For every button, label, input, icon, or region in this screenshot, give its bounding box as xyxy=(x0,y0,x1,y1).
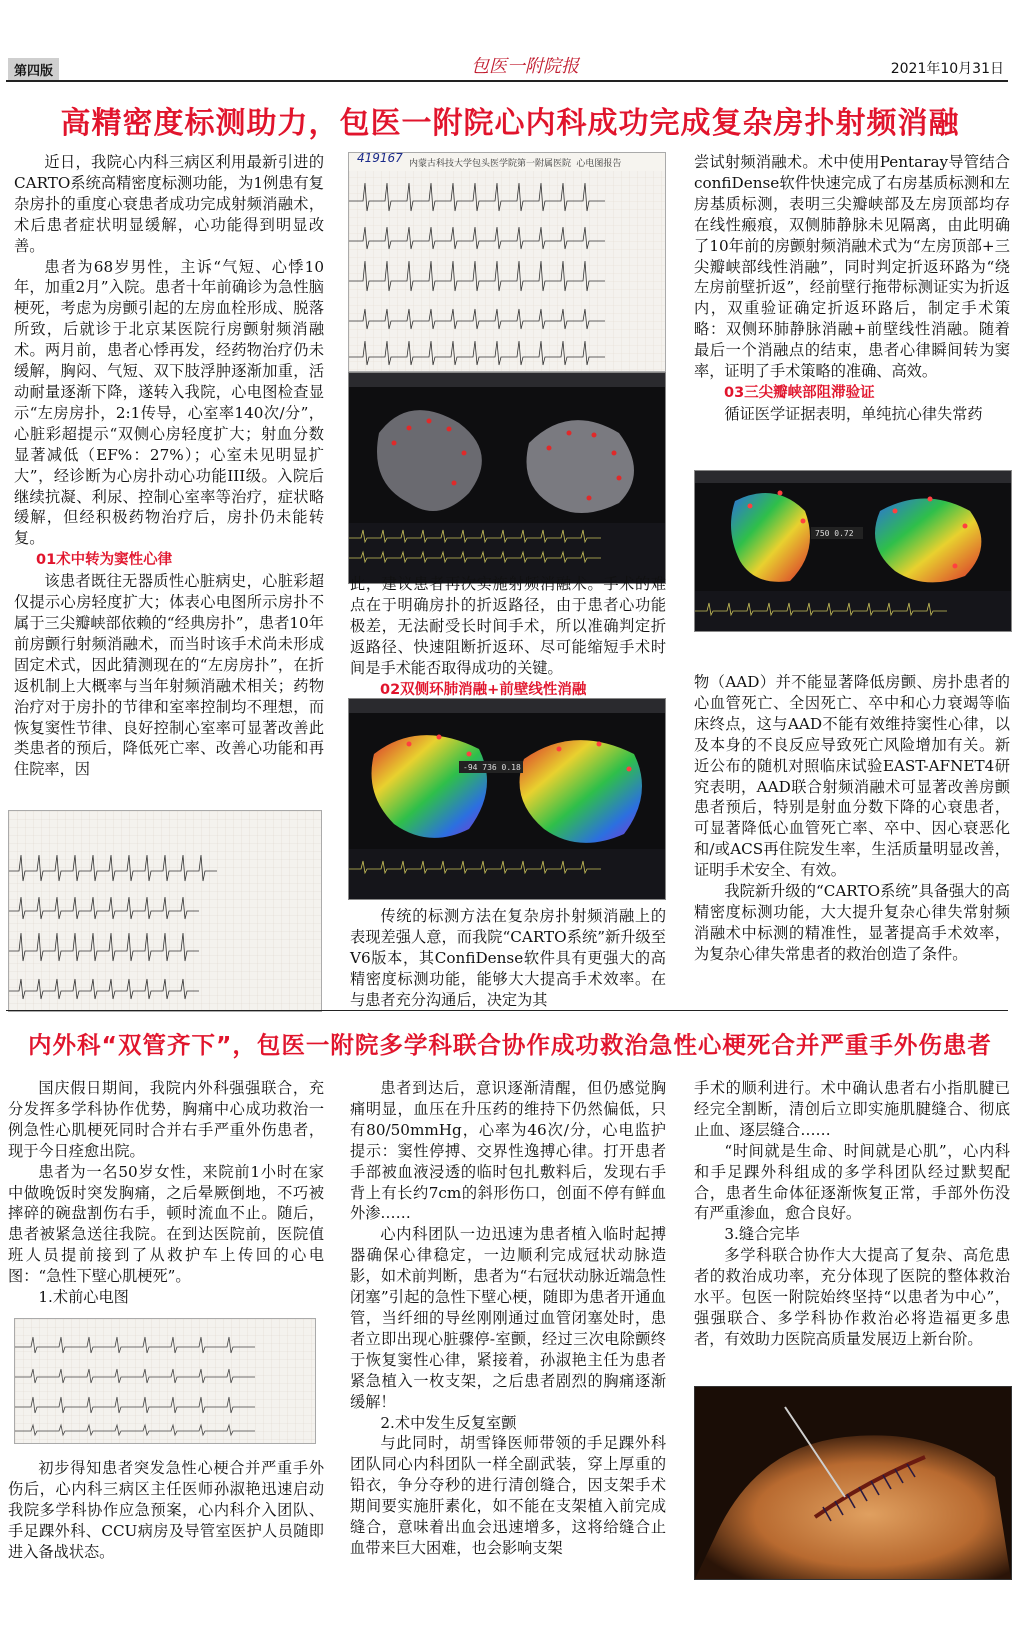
carto-map-graphic-1 xyxy=(349,373,665,583)
article2-col1 xyxy=(8,1078,324,1308)
paragraph: 国庆假日期间，我院内外科强强联合，充分发挥多学科协作优势，胸痛中心成功救治一例急性心肌梗死同时合并右手严重外伤患者，现于今日痊愈出院。 xyxy=(8,1079,324,1160)
article1-headline: 高精密度标测助力，包医一附院心内科成功完成复杂房扑射频消融 xyxy=(60,106,960,141)
sutured-hand-photo xyxy=(694,1386,1012,1580)
article1-col2 xyxy=(350,574,666,701)
paragraph: 此，建议患者再次实施射频消融术。手术的难点在于明确房扑的折返路径，由于患者心功能极差，无法耐受长时间手术，所以准确判定折返路径、快速阻断折返环、尽可能缩短手术时间是手术能否取得成功的关键。 xyxy=(350,575,666,677)
paragraph: 近日，我院心内科三病区利用最新引进的CARTO系统高精密度标测功能，为1例患有复杂房扑的重度心衰患者成功完成射频消融术，术后患者症状明显缓解，心功能得到明显改善。 xyxy=(14,153,324,255)
ecg-image-2 xyxy=(14,1318,316,1444)
masthead-rule xyxy=(6,80,1008,82)
article-divider xyxy=(6,1010,1008,1011)
article2-headline: 内外科“双管齐下”，包医一附院多学科联合协作成功救治急性心梗死合并严重手外伤患者 xyxy=(28,1031,992,1059)
ecg-trace-graphic xyxy=(9,811,321,1011)
paragraph: 传统的标测方法在复杂房扑射频消融上的表现差强人意，而我院“CARTO系统”新升级至V6版本，其ConfiDense软件具有更强大的高精密度标测功能，能够大大提高手术效率。在与患者充分沟通后，决定为其 xyxy=(350,907,666,1009)
paragraph: 心内科团队一边迅速为患者植入临时起搏器确保心律稳定，一边顺利完成冠状动脉造影，如术前判断，患者为“右冠状动脉近端急性闭塞”引起的急性下壁心梗，随即为患者开通血管，当纤细的导丝刚刚通过血管闭塞处时，患者立即出现心脏骤停-室颤，经过三次电除颤终于恢复窦性心律，紧接着，孙淑艳主任为患者紧急植入一枚支架，之后患者剧烈的胸痛逐渐缓解！ xyxy=(350,1225,666,1411)
paragraph: 我院新升级的“CARTO系统”具备强大的高精密度标测功能，大大提升复杂心律失常射频消融术中标测的精准性，显著提高手术效率，为复杂心律失常患者的救治创造了条件。 xyxy=(694,882,1010,963)
ecg-report-title: 内蒙古科技大学包头医学院第一附属医院 心电图报告 xyxy=(409,159,622,169)
paragraph: 尝试射频消融术。术中使用Pentaray导管结合confiDense软件快速完成了右房基质标测和左房基质标测，表明三尖瓣峡部及左房顶部均存在线性瘢痕，双侧肺静脉未见隔离，由此明确了10年前的房颤射频消融术式为“左房顶部+三尖瓣峡部线性消融”，同时判定折返环路为“绕左房前壁折返”，经前壁行拖带标测证实为折返内，双重验证确定折返环路后，制定手术策略：双侧环肺静脉消融+前壁线性消融。随着最后一个消融点的结束，患者心律瞬间转为窦率，证明了手术策略的准确、高效。 xyxy=(694,153,1010,381)
paragraph: 循证医学证据表明，单纯抗心律失常药 xyxy=(724,404,983,423)
paragraph: 患者到达后，意识逐渐清醒，但仍感觉胸痛明显，血压在升压药的维持下仍然偏低，只有80/50mmHg，心率为46次/分，心电监护提示：窦性停搏、交界性逸搏心律。打开患者手部被血液浸透的临时包扎敷料后，发现右手背上有长约7cm的斜形伤口，创面不停有鲜血外渗…… xyxy=(350,1079,666,1223)
issue-date: 2021年10月31日 xyxy=(890,61,1004,77)
article1-col1 xyxy=(14,152,324,780)
article2-col2 xyxy=(350,1078,666,1559)
article2-col1b xyxy=(8,1458,324,1563)
subheading-1: 01术中转为窦性心律 xyxy=(36,552,173,569)
paragraph: 患者为68岁男性，主诉“气短、心悸10年，加重2月”入院。患者十年前确诊为急性脑梗死，考虑为房颤引起的左房血栓形成、脱落所致，后就诊于北京某医院行房颤射频消融术。两月前，患者心悸再发，经药物治疗仍未缓解，胸闷、气短、双下肢浮肿逐渐加重，活动耐量逐渐下降，遂转入我院，心电图检查显示“左房房扑，2:1传导，心室率140次/分”，心脏彩超提示“双侧心房轻度扩大；射血分数显著减低（EF%：27%）；心室未见明显扩大”，经诊断为心房扑动心功能III级。入院后继续抗凝、利尿、控制心室率等治疗，症状略缓解，但经积极药物治疗后，房扑仍未能转复。 xyxy=(14,257,324,548)
carto-map-image-1 xyxy=(348,372,666,584)
caption-suture: 3.缝合完毕 xyxy=(724,1225,800,1244)
paragraph: 该患者既往无器质性心脏病史，心脏彩超仅提示心房轻度扩大；体表心电图所示房扑不属于三尖瓣峡部依赖的“经典房扑”，患者10年前房颤行射频消融术，而当时该手术尚未形成固定术式，因此猜测现在的“左房房扑”，在折返机制上大概率与当年射频消融术相关；药物治疗对于房扑的节律和室率控制均不理想，而恢复窦性节律、良好控制心室率可显著改善此类患者的预后，降低死亡率、改善心功能和再住院率，因 xyxy=(14,572,324,779)
article1-col2b xyxy=(350,906,666,1011)
map-readout-2: -94 736 0.18 xyxy=(463,763,521,772)
carto-map-image-3 xyxy=(694,470,1012,632)
paragraph: 患者为一名50岁女性，来院前1小时在家中做晚饭时突发胸痛，之后晕厥倒地，不巧被摔碎的碗盘割伤右手，顿时流血不止。随后，患者被紧急送往我院。在到达医院前，医院值班人员提前接到了从救护车上传回的心电图：“急性下壁心肌梗死”。 xyxy=(8,1162,324,1286)
paper-name: 包医一附院报 xyxy=(471,56,579,77)
carto-map-graphic-2 xyxy=(349,699,665,899)
subheading-2: 02双侧环肺消融+前壁线性消融 xyxy=(380,681,587,698)
caption-vf: 2.术中发生反复室颤 xyxy=(380,1413,517,1432)
ecg-trace-graphic-2 xyxy=(15,1319,315,1443)
edition-label: 第四版 xyxy=(8,58,59,81)
carto-map-graphic-3 xyxy=(695,471,1011,631)
caption-ecg: 1.术前心电图 xyxy=(38,1288,129,1307)
ecg-report-graphic xyxy=(349,153,665,371)
article1-col3b xyxy=(694,672,1010,965)
ecg-image-1 xyxy=(8,810,322,1012)
paragraph: “时间就是生命、时间就是心肌”，心内科和手足踝外科组成的多学科团队经过默契配合，患者生命体征逐渐恢复正常，手部外伤没有严重渗血，愈合良好。 xyxy=(694,1141,1010,1223)
paragraph: 与此同时，胡雪锋医师带领的手足踝外科团队同心内科团队一样全副武装，穿上厚重的铅衣，争分夺秒的进行清创缝合，因支架手术期间要实施肝素化，如不能在支架植入前完成缝合，意味着出血会迅速增多，这将给缝合止血带来巨大困难，也会影响支架 xyxy=(350,1434,666,1557)
paragraph: 多学科联合协作大大提高了复杂、高危患者的救治成功率，充分体现了医院的整体救治水平。包医一附院始终坚持“以患者为中心”，强强联合、多学科协作救治必将造福更多患者，有效助力医院高质量发展迈上新台阶。 xyxy=(694,1246,1010,1348)
hand-photo-graphic xyxy=(695,1387,1011,1579)
paragraph: 初步得知患者突发急性心梗合并严重手外伤后，心内科三病区主任医师孙淑艳迅速启动我院多学科协作应急预案，心内科介入团队、手足踝外科、CCU病房及导管室医护人员随即进入备战状态。 xyxy=(8,1459,324,1561)
carto-map-image-2 xyxy=(348,698,666,900)
ecg-report-image xyxy=(348,152,666,372)
map-readout-1: 750 0.72 xyxy=(815,529,854,538)
paragraph: 物（AAD）并不能显著降低房颤、房扑患者的心血管死亡、全因死亡、卒中和心力衰竭等临床终点，这与AAD不能有效维持窦性心律，以及本身的不良反应导致死亡风险增加有关。新近公布的随机对照临床试验EAST-AFNET4研究表明，AAD联合射频消融术可显著改善房颤患者预后，特别是射血分数下降的心衰患者，可显著降低心血管死亡率、卒中、因心衰恶化和/或ACS再住院发生率，生活质量明显改善，证明手术安全、有效。 xyxy=(694,673,1010,880)
subheading-3: 03三尖瓣峡部阻滞验证 xyxy=(724,384,875,401)
paragraph: 手术的顺利进行。术中确认患者右小指肌腱已经完全割断，清创后立即实施肌腱缝合、彻底止血、逐层缝合…… xyxy=(694,1079,1010,1139)
article2-col3 xyxy=(694,1078,1010,1350)
article1-col3 xyxy=(694,152,1010,425)
ecg-handwriting: 419167 xyxy=(357,152,403,165)
